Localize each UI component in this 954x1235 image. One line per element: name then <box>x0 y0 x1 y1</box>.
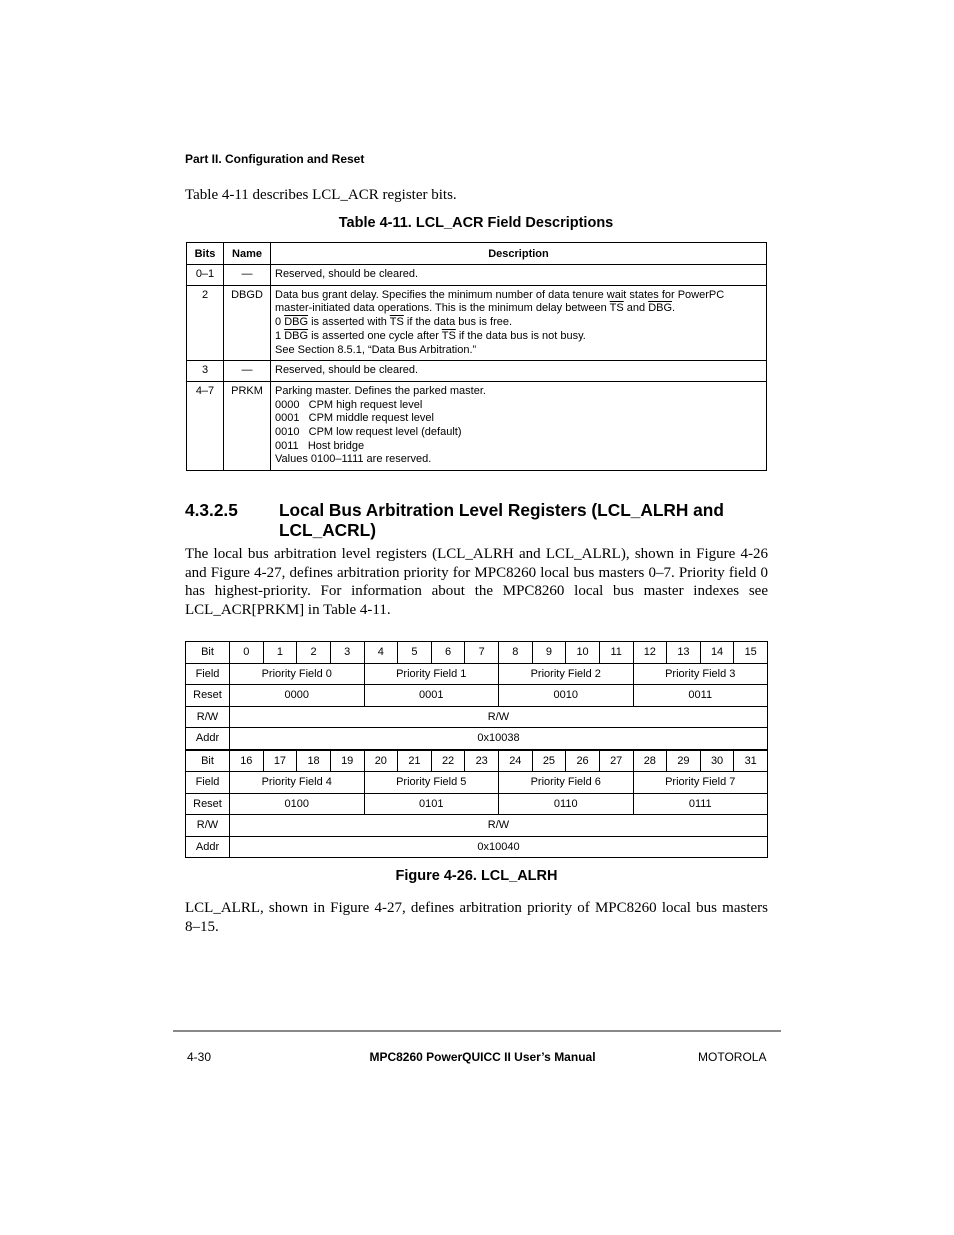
field-description-table <box>186 242 767 471</box>
header-description: Description <box>271 243 767 265</box>
bit-number: 29 <box>667 750 701 772</box>
bit-number: 31 <box>734 750 768 772</box>
priority-field-6: Priority Field 6 <box>499 772 634 794</box>
priority-field-7: Priority Field 7 <box>633 772 768 794</box>
reset-value: 0111 <box>633 793 768 815</box>
figure-caption: Figure 4-26. LCL_ALRH <box>395 868 558 884</box>
section-title-line2: LCL_ACRL) <box>279 520 376 540</box>
table-caption: Table 4-11. LCL_ACR Field Descriptions <box>338 215 614 231</box>
priority-field-0: Priority Field 0 <box>230 663 365 685</box>
reset-value: 0010 <box>499 685 634 707</box>
rw-value: R/W <box>230 706 768 728</box>
row-label-bit: Bit <box>186 750 230 772</box>
row-label-reset: Reset <box>186 685 230 707</box>
bit-number: 30 <box>700 750 734 772</box>
section-number: 4.3.2.5 <box>185 500 238 520</box>
description-line: Reserved, should be cleared. <box>275 268 419 280</box>
description-line: 0010 CPM low request level (default) <box>275 426 462 439</box>
intro-text: Table 4-11 describes LCL_ACR register bits. <box>185 187 457 203</box>
reset-value: 0000 <box>230 685 365 707</box>
cell-description <box>271 265 767 286</box>
bit-number: 4 <box>364 642 398 664</box>
bit-number: 20 <box>364 750 398 772</box>
bit-number: 17 <box>263 750 297 772</box>
cell-bits: 4–7 <box>187 381 224 470</box>
bit-number: 2 <box>297 642 331 664</box>
table-row <box>187 381 767 470</box>
row-label-field: Field <box>186 663 230 685</box>
cell-bits: 2 <box>187 285 224 361</box>
part-header: Part II. Configuration and Reset <box>185 152 365 166</box>
priority-field-5: Priority Field 5 <box>364 772 499 794</box>
rw-value: R/W <box>230 815 768 837</box>
cell-name: — <box>224 265 271 286</box>
bit-number: 27 <box>599 750 633 772</box>
bit-number: 0 <box>230 642 264 664</box>
bit-number: 5 <box>398 642 432 664</box>
register-field-row <box>186 663 768 685</box>
bit-number: 1 <box>263 642 297 664</box>
table-row <box>187 265 767 286</box>
footer-rule <box>173 1030 781 1032</box>
bit-number: 6 <box>431 642 465 664</box>
priority-field-4: Priority Field 4 <box>230 772 365 794</box>
manual-title: MPC8260 PowerQUICC II User’s Manual <box>369 1050 596 1064</box>
priority-field-2: Priority Field 2 <box>499 663 634 685</box>
description-line: Values 0100–1111 are reserved. <box>275 453 432 466</box>
bit-number: 3 <box>330 642 364 664</box>
bit-number: 22 <box>431 750 465 772</box>
register-field-row <box>186 772 768 794</box>
bit-number: 23 <box>465 750 499 772</box>
bit-number: 15 <box>734 642 768 664</box>
priority-field-1: Priority Field 1 <box>364 663 499 685</box>
bit-number: 26 <box>566 750 600 772</box>
addr-value: 0x10038 <box>230 728 768 750</box>
reset-value: 0110 <box>499 793 634 815</box>
section-title-line1: Local Bus Arbitration Level Registers (LCL_ALRH and <box>279 500 724 520</box>
table-header-row <box>187 243 767 265</box>
cell-name: — <box>224 361 271 382</box>
row-label-rw: R/W <box>186 815 230 837</box>
description-line: Data bus grant delay. Specifies the minimum number of data tenure wait states for PowerPC <box>275 288 725 301</box>
bit-number: 18 <box>297 750 331 772</box>
body-paragraph-1: The local bus arbitration level registers (LCL_ALRH and LCL_ALRL), shown in Figure 4-26 and Figure 4-27, defines arbitration priority for MPC8260 local bus masters 0–7. Priority field 0 has highest-priority. For information about the MPC8260 local bus master indexes see LCL_ACR[PRKM] in Table 4-11. <box>185 546 768 618</box>
description-line: See Section 8.5.1, “Data Bus Arbitration.” <box>275 343 477 356</box>
description-line: Reserved, should be cleared. <box>275 364 419 377</box>
section-heading <box>185 500 775 540</box>
row-label-addr: Addr <box>186 728 230 750</box>
bit-number: 13 <box>667 642 701 664</box>
cell-name: PRKM <box>224 381 271 470</box>
cell-description <box>271 381 767 470</box>
row-label-addr: Addr <box>186 836 230 858</box>
register-reset-row <box>186 793 768 815</box>
cell-name: DBGD <box>224 285 271 361</box>
table-row <box>187 361 767 382</box>
register-bit-row <box>186 750 768 772</box>
cell-bits: 3 <box>187 361 224 382</box>
bit-number: 7 <box>465 642 499 664</box>
bit-number: 25 <box>532 750 566 772</box>
register-bit-row <box>186 642 768 664</box>
reset-value: 0101 <box>364 793 499 815</box>
header-bits: Bits <box>187 243 224 265</box>
bit-number: 11 <box>599 642 633 664</box>
register-rw-row <box>186 706 768 728</box>
register-diagram <box>185 641 768 858</box>
bit-number: 8 <box>499 642 533 664</box>
bit-number: 24 <box>499 750 533 772</box>
description-line: 1 $\overline{DBG}$ is asserted one cycle after $\overline{TS}$ if the data bus is not busy. <box>275 329 586 342</box>
bit-number: 14 <box>700 642 734 664</box>
register-addr-row <box>186 836 768 858</box>
description-line: Parking master. Defines the parked master. <box>275 384 486 397</box>
addr-value: 0x10040 <box>230 836 768 858</box>
cell-bits: 0–1 <box>187 265 224 286</box>
page-number: 4-30 <box>187 1050 212 1064</box>
description-line: 0000 CPM high request level <box>275 398 423 411</box>
row-label-reset: Reset <box>186 793 230 815</box>
table-row <box>187 285 767 361</box>
row-label-rw: R/W <box>186 706 230 728</box>
bit-number: 9 <box>532 642 566 664</box>
bit-number: 16 <box>230 750 264 772</box>
description-line: 0 $\overline{DBG}$ is asserted with $\overline{TS}$ if the data bus is free. <box>275 316 513 329</box>
bit-number: 12 <box>633 642 667 664</box>
register-addr-row <box>186 728 768 750</box>
bit-number: 10 <box>566 642 600 664</box>
bit-number: 28 <box>633 750 667 772</box>
description-line: master-initiated data operations. This is the minimum delay between $\overline{TS}$ and $\overline{DBG}$. <box>275 302 676 315</box>
row-label-field: Field <box>186 772 230 794</box>
reset-value: 0001 <box>364 685 499 707</box>
register-rw-row <box>186 815 768 837</box>
description-line: 0001 CPM middle request level <box>275 412 434 425</box>
register-reset-row <box>186 685 768 707</box>
body-paragraph-2: LCL_ALRL, shown in Figure 4-27, defines arbitration priority of MPC8260 local bus masters 8–15. <box>185 900 768 935</box>
priority-field-3: Priority Field 3 <box>633 663 768 685</box>
bit-number: 19 <box>330 750 364 772</box>
company-name: MOTOROLA <box>698 1050 767 1064</box>
description-line: 0011 Host bridge <box>275 439 365 452</box>
cell-description <box>271 361 767 382</box>
reset-value: 0011 <box>633 685 768 707</box>
reset-value: 0100 <box>230 793 365 815</box>
header-name: Name <box>224 243 271 265</box>
cell-description <box>271 285 767 361</box>
row-label-bit: Bit <box>186 642 230 664</box>
bit-number: 21 <box>398 750 432 772</box>
